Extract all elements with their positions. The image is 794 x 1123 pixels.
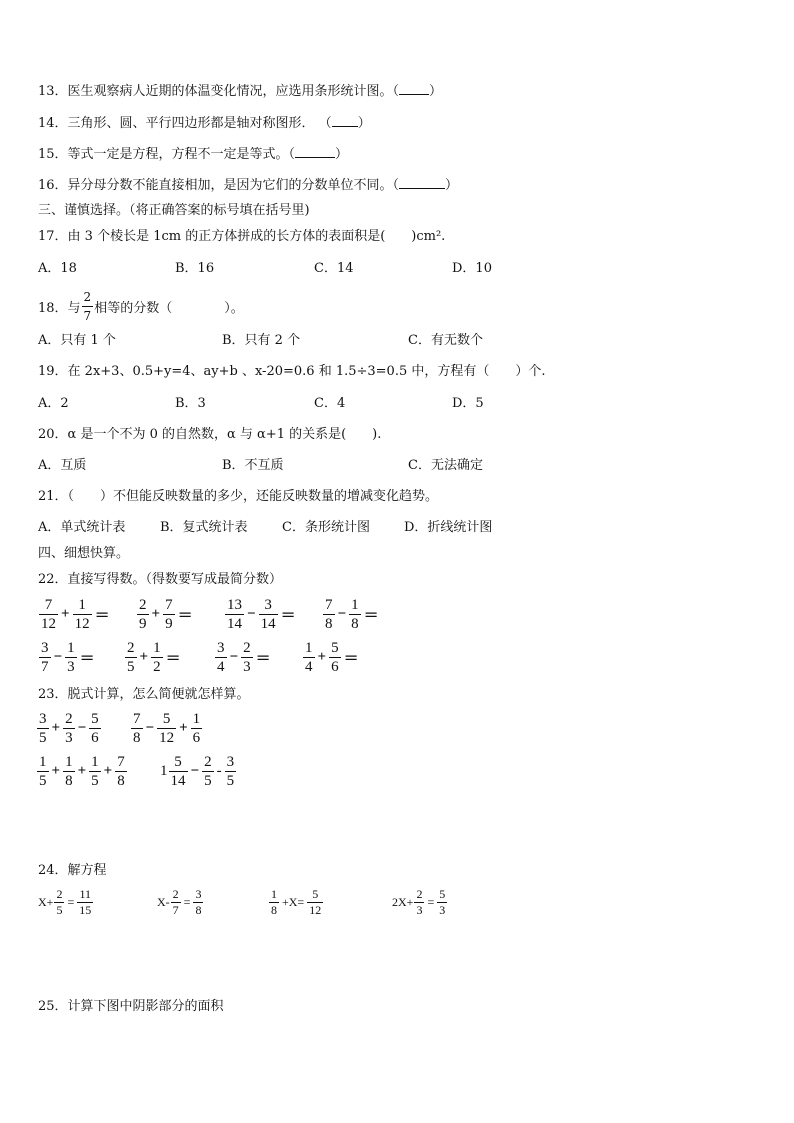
question-15 xyxy=(38,145,348,164)
q22-row2-expr1 xyxy=(38,640,97,675)
question-18-suffix: 相等的分数（ ）。 xyxy=(94,301,244,316)
denominator: 12 xyxy=(41,616,56,632)
numerator: 1 xyxy=(305,640,313,656)
denominator: 12 xyxy=(74,616,90,632)
question-19: 19．在 2x+3、0.5+y=4、ay+b 、x-20=0.6 和 1.5÷3=0.5 中，方程有（ ）个. xyxy=(38,364,546,379)
numerator: 2 xyxy=(139,597,147,613)
q21-option-b[interactable]: B．复式统计表 xyxy=(160,520,248,535)
question-16 xyxy=(38,176,458,195)
operator: − xyxy=(247,606,256,622)
q21-option-d[interactable]: D．折线统计图 xyxy=(404,520,493,535)
q19-option-c[interactable]: C．4 xyxy=(314,396,346,411)
question-23-title: 23．脱式计算，怎么简便就怎样算。 xyxy=(38,687,250,702)
equals-sign: ＝ xyxy=(177,608,193,624)
numerator: 13 xyxy=(227,597,242,613)
q23-expr4: 1 $\frac{5}{14}$ − $\frac{2}{5}$ - $\frac{3}{5}$ xyxy=(160,754,235,789)
denominator: 3 xyxy=(67,659,75,675)
denominator: 7 xyxy=(41,659,49,675)
numerator: 1 xyxy=(67,640,75,656)
question-15-end: ） xyxy=(335,147,349,162)
denominator: 8 xyxy=(351,616,359,632)
question-21: 21．（ ）不但能反映数量的多少，还能反映数量的增减变化趋势。 xyxy=(38,489,439,504)
equals-sign: ＝ xyxy=(363,608,379,624)
q19-option-b[interactable]: B．3 xyxy=(175,396,206,411)
question-15-text: 15．等式一定是方程，方程不一定是等式。（ xyxy=(38,147,296,162)
section-3-heading: 三、谨慎选择。（将正确答案的标号填在括号里) xyxy=(38,203,310,218)
q18-fraction xyxy=(82,289,94,324)
question-13 xyxy=(38,82,442,101)
q24-equation-3: $\frac{1}{8}$ +X= $\frac{5}{12}$ xyxy=(271,887,322,917)
q22-row2-expr4 xyxy=(302,640,361,675)
q20-option-c[interactable]: C．无法确定 xyxy=(408,458,483,473)
denominator: 9 xyxy=(139,616,147,632)
equals-sign: ＝ xyxy=(165,651,181,667)
question-25-title: 25．计算下图中阴影部分的面积 xyxy=(38,999,224,1014)
q20-option-b[interactable]: B．不互质 xyxy=(222,458,284,473)
q18-option-a[interactable]: A．只有 1 个 xyxy=(38,333,116,348)
denominator: 8 xyxy=(325,616,333,632)
answer-blank-15[interactable] xyxy=(295,145,335,158)
section-4-heading: 四、细想快算。 xyxy=(38,546,130,561)
q21-option-a[interactable]: A．单式统计表 xyxy=(38,520,126,535)
operator: + xyxy=(151,606,161,622)
equals-sign: ＝ xyxy=(79,651,95,667)
operator: + xyxy=(61,606,70,622)
denominator: 2 xyxy=(153,659,161,675)
numerator: 2 xyxy=(243,640,251,656)
question-22-title: 22．直接写得数。（得数要写成最简分数） xyxy=(38,572,283,587)
q18-option-c[interactable]: C．有无数个 xyxy=(408,333,483,348)
question-13-text: 13．医生观察病人近期的体温变化情况，应选用条形统计图。（ xyxy=(38,84,400,99)
operator: + xyxy=(139,649,149,665)
q19-option-d[interactable]: D．5 xyxy=(452,396,484,411)
equals-sign: ＝ xyxy=(343,651,359,667)
numerator: 7 xyxy=(325,597,333,613)
q23-expr1: $\frac{3}{5}$ + $\frac{2}{3}$ − $\frac{5}{6}$ xyxy=(39,711,99,746)
q22-row1-expr2 xyxy=(136,597,195,632)
denominator: 14 xyxy=(227,616,242,632)
numerator: 2 xyxy=(127,640,135,656)
equals-sign: ＝ xyxy=(280,608,296,624)
q20-option-a[interactable]: A．互质 xyxy=(38,458,87,473)
denominator: 4 xyxy=(305,659,313,675)
denominator: 14 xyxy=(260,616,276,632)
q22-row1-expr3 xyxy=(224,597,298,632)
denominator: 3 xyxy=(243,659,251,675)
denominator: 7 xyxy=(83,309,92,323)
numerator: 1 xyxy=(351,597,359,613)
q23-expr3: $\frac{1}{5}$ + $\frac{1}{8}$ + $\frac{1}{5}$ + $\frac{7}{8}$ xyxy=(39,754,125,789)
denominator: 6 xyxy=(331,659,339,675)
numerator: 1 xyxy=(78,597,86,613)
q22-row1-expr4 xyxy=(322,597,381,632)
equals-sign: ＝ xyxy=(255,651,271,667)
operator: − xyxy=(229,649,239,665)
q24-equation-4: 2X+ $\frac{2}{3}$ = $\frac{5}{3}$ xyxy=(392,887,446,917)
question-17: 17．由 3 个棱长是 1cm 的正方体拼成的长方体的表面积是( )cm². xyxy=(38,229,446,244)
denominator: 9 xyxy=(165,616,173,632)
q22-row2-expr3 xyxy=(214,640,273,675)
answer-blank-14[interactable] xyxy=(332,114,358,127)
numerator: 2 xyxy=(83,290,92,304)
q19-option-a[interactable]: A．2 xyxy=(38,396,69,411)
numerator: 3 xyxy=(217,640,225,656)
question-18-prefix: 18．与 xyxy=(38,301,81,316)
numerator: 7 xyxy=(165,597,173,613)
q21-option-c[interactable]: C．条形统计图 xyxy=(282,520,370,535)
equals-sign: ＝ xyxy=(94,608,110,624)
fraction-bar xyxy=(82,306,94,307)
q18-option-b[interactable]: B．只有 2 个 xyxy=(222,333,301,348)
question-16-end: ） xyxy=(445,178,459,193)
numerator: 3 xyxy=(264,597,272,613)
question-14-text: 14．三角形、圆、平行四边形都是轴对称图形． （ xyxy=(38,116,332,131)
question-24-title: 24．解方程 xyxy=(38,863,107,878)
q23-expr2: $\frac{7}{8}$ − $\frac{5}{12}$ + $\frac{1}{6}$ xyxy=(133,711,201,746)
answer-blank-16[interactable] xyxy=(399,176,445,189)
operator: − xyxy=(337,606,347,622)
numerator: 3 xyxy=(41,640,49,656)
question-18 xyxy=(38,289,244,324)
question-16-text: 16．异分母分数不能直接相加，是因为它们的分数单位不同。（ xyxy=(38,178,400,193)
q17-option-b[interactable]: B．16 xyxy=(175,261,215,276)
numerator: 7 xyxy=(44,597,53,613)
q17-option-a[interactable]: A．18 xyxy=(38,261,77,276)
answer-blank-13[interactable] xyxy=(399,82,429,95)
q17-option-c[interactable]: C．14 xyxy=(314,261,354,276)
denominator: 5 xyxy=(127,659,135,675)
denominator: 4 xyxy=(217,659,225,675)
q24-equation-1: X+ $\frac{2}{5}$ = $\frac{11}{15}$ xyxy=(38,887,92,917)
q17-option-d[interactable]: D．10 xyxy=(452,261,492,276)
q22-row2-expr2 xyxy=(124,640,183,675)
q22-row1-expr1 xyxy=(38,597,112,632)
operator: + xyxy=(317,649,327,665)
numerator: 1 xyxy=(153,640,161,656)
operator: − xyxy=(53,649,63,665)
question-13-end: ） xyxy=(429,84,443,99)
question-14-end: ） xyxy=(357,116,371,131)
question-20: 20．α 是一个不为 0 的自然数，α 与 α+1 的关系是( ). xyxy=(38,427,382,442)
numerator: 5 xyxy=(331,640,339,656)
q24-equation-2: X- $\frac{2}{7}$ = $\frac{3}{8}$ xyxy=(157,887,202,917)
question-14 xyxy=(38,114,371,133)
